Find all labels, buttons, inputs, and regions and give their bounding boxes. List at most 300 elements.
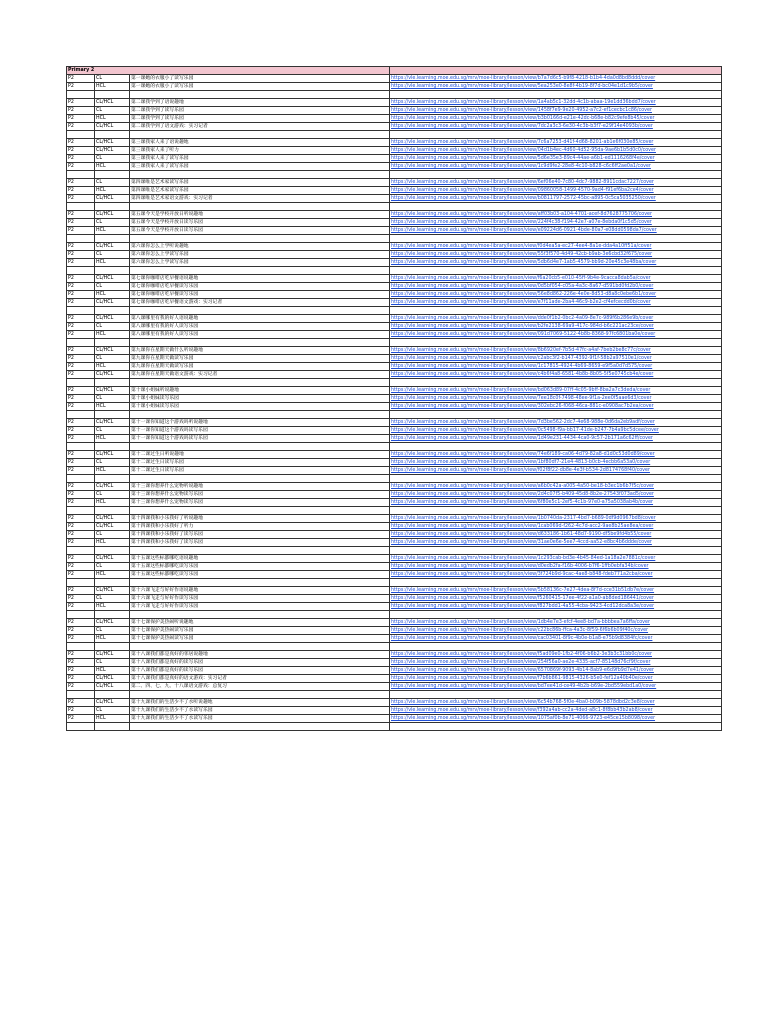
empty-cell [67, 723, 95, 731]
url-link[interactable]: https://vle.learning.moe.edu.sg/mrv/moe-library/lesson/view/f5260415-17ee-4f22-a1a0-ab8ded186441/cover [390, 595, 722, 603]
type-cell: HCL [95, 635, 130, 643]
title-cell: 第七课你咖啡店吃早餐读写乐园 [130, 283, 390, 291]
url-link[interactable]: https://vle.learning.moe.edu.sg/mrv/moe-library/lesson/view/f5ad09e0-1fb2-4f06-b6b2-3e3b3c31bb0c/cover [390, 651, 722, 659]
title-cell: 第二课我学到了读写乐园 [130, 107, 390, 115]
type-cell: CL [95, 563, 130, 571]
url-link[interactable]: https://vle.learning.moe.edu.sg/mrv/moe-library/lesson/view/5db6d4e7-1ab5-4579-bb9d-20e45c3e48ba/cover [390, 259, 722, 267]
url-link[interactable]: https://vle.learning.moe.edu.sg/mrv/moe-library/lesson/view/0d5bf054-c05a-4a3c-8a67-d591bd0fd2b0/cover [390, 283, 722, 291]
table-row [67, 243, 722, 251]
table-row [67, 163, 722, 171]
empty-cell [95, 171, 130, 179]
url-link[interactable]: https://vle.learning.moe.edu.sg/mrv/moe-library/lesson/view/e09224d6-0921-4bde-80a7-e08dd0598da7/cover [390, 227, 722, 235]
table-row [67, 659, 722, 667]
empty-cell [130, 307, 390, 315]
title-cell: 第二、四、七、九、十八课语文游戏：总复习 [130, 683, 390, 691]
level-cell: P2 [67, 523, 95, 531]
title-cell: 第十八课我们都是真好的邻居说趣地 [130, 651, 390, 659]
url-link[interactable]: https://vle.learning.moe.edu.sg/mrv/moe-library/lesson/view/6f80e5c1-2ef5-4c1b-97e0-a75a5038ab4b/cover [390, 499, 722, 507]
url-link[interactable]: https://vle.learning.moe.edu.sg/mrv/moe-library/lesson/view/1bf80df7-21e4-4813-b0cb-4ecbb6a53a0/cover [390, 459, 722, 467]
level-cell: P2 [67, 275, 95, 283]
table-row [67, 563, 722, 571]
empty-cell [130, 91, 390, 99]
title-cell: 第十八课我们都是真好的读写乐园 [130, 659, 390, 667]
level-cell: P2 [67, 331, 95, 339]
empty-cell [390, 443, 722, 451]
table-row [67, 451, 722, 459]
empty-cell [95, 203, 130, 211]
empty-cell [390, 547, 722, 555]
table-row [67, 147, 722, 155]
url-link[interactable]: https://vle.learning.moe.edu.sg/mrv/moe-library/lesson/view/8b6920ef-7b5d-47fc-a4af-7beb2be8c77c/cover [390, 347, 722, 355]
title-cell: 第十九课我们的生活少不了水读写乐园 [130, 707, 390, 715]
type-cell: CL/HCL [95, 315, 130, 323]
title-cell: 第十四课我和小乐我好了读写乐园 [130, 531, 390, 539]
url-link[interactable]: https://vle.learning.moe.edu.sg/mrv/moe-library/lesson/view/f392a4ab-cc2a-4ded-a8c1-8f8bb43b2ab8/cover [390, 707, 722, 715]
type-cell: CL/HCL [95, 123, 130, 131]
table-row [67, 499, 722, 507]
url-link[interactable]: https://vle.learning.moe.edu.sg/mrv/moe-library/lesson/view/d0edb2fa-f16b-4006-b7f6-1ffb0ebfa34b/cover [390, 563, 722, 571]
url-link[interactable]: https://vle.learning.moe.edu.sg/mrv/moe-library/lesson/view/7ee18c0f-7498-48ee-9f1a-2ee0f5aae6d3/cover [390, 395, 722, 403]
url-link[interactable]: https://vle.learning.moe.edu.sg/mrv/moe-library/lesson/view/dde0f1b2-0bc2-4a09-8e7c-989f6b286e9b/cover [390, 315, 722, 323]
title-cell: 第十九课我们的生活少不了水听说趣地 [130, 699, 390, 707]
table-row [67, 219, 722, 227]
type-cell: CL/HCL [95, 99, 130, 107]
table-row [67, 715, 722, 723]
empty-cell [95, 507, 130, 515]
url-link[interactable]: https://vle.learning.moe.edu.sg/mrv/moe-library/lesson/view/c22bc86b-ffca-4a3c-8f59-6f6b6b09f40c/cover [390, 627, 722, 635]
title-cell: 第十八课我们都是真好的语文游戏：实习记者 [130, 675, 390, 683]
url-link[interactable]: https://vle.learning.moe.edu.sg/mrv/moe-library/lesson/view/55f3f570-4d49-42cb-b9ab-3e6cbd32f675/cover [390, 251, 722, 259]
type-cell: CL/HCL [95, 147, 130, 155]
url-link[interactable]: https://vle.learning.moe.edu.sg/mrv/moe-library/lesson/view/1c17815-4924-4b69-8659-e9f5a0d7d575/cover [390, 363, 722, 371]
empty-cell [67, 547, 95, 555]
empty-cell [95, 235, 130, 243]
title-cell: 第八课哪里有我的好人读写乐园 [130, 331, 390, 339]
table-row [67, 531, 722, 539]
level-cell: P2 [67, 123, 95, 131]
url-link[interactable]: https://vle.learning.moe.edu.sg/mrv/moe-library/lesson/view/3f724b9d-9cac-4ae8-b848-fdeb771a2cba/cover [390, 571, 722, 579]
type-cell: HCL [95, 571, 130, 579]
level-cell: P2 [67, 659, 95, 667]
url-link[interactable]: https://vle.learning.moe.edu.sg/mrv/moe-library/lesson/view/b7a7d6c5-b9f8-4218-b1b4-4da0d8bd8ddd/cover [390, 75, 722, 83]
title-cell: 第二课我学到了读写乐园 [130, 115, 390, 123]
empty-cell [95, 443, 130, 451]
type-cell: HCL [95, 331, 130, 339]
level-cell: P2 [67, 419, 95, 427]
table-row [67, 179, 722, 187]
type-cell: CL [95, 251, 130, 259]
empty-cell [67, 307, 95, 315]
title-cell: 第九课你在星期天做语文游戏：实习记者 [130, 371, 390, 379]
level-cell: P2 [67, 539, 95, 547]
type-cell: CL [95, 75, 130, 83]
table-row [67, 99, 722, 107]
url-link[interactable]: https://vle.learning.moe.edu.sg/mrv/moe-library/lesson/view/1a4ab5c1-32dd-4c1b-abaa-19e1dd36bdd7/cover [390, 99, 722, 107]
type-cell: CL/HCL [95, 387, 130, 395]
url-link[interactable]: https://vle.learning.moe.edu.sg/mrv/moe-library/lesson/view/b2fe2138-69a9-417c-984d-b6c221ac23ce/cover [390, 323, 722, 331]
table-row [67, 107, 722, 115]
table-row [67, 627, 722, 635]
empty-cell [390, 235, 722, 243]
level-cell: P2 [67, 651, 95, 659]
url-link[interactable]: https://vle.learning.moe.edu.sg/mrv/moe-library/lesson/view/1d49e231-4434-4ca0-9c57-2b171a6c62ff/cover [390, 435, 722, 443]
url-link[interactable]: https://vle.learning.moe.edu.sg/mrv/moe-library/lesson/view/04d1b4ec-4d60-4d52-95da-9ae6b1b5d0c0/cover [390, 147, 722, 155]
table-row [67, 83, 722, 91]
level-cell: P2 [67, 219, 95, 227]
table-row [67, 75, 722, 83]
empty-cell [130, 411, 390, 419]
empty-cell [67, 235, 95, 243]
type-cell: CL/HCL [95, 275, 130, 283]
level-cell: P2 [67, 571, 95, 579]
type-cell: CL/HCL [95, 587, 130, 595]
empty-cell [95, 411, 130, 419]
level-cell: P2 [67, 323, 95, 331]
title-cell: 第八课哪里有我的好人语说趣地 [130, 315, 390, 323]
url-link[interactable]: https://vle.learning.moe.edu.sg/mrv/moe-library/lesson/view/31ae0e6e-5ee7-4ccd-aa52-e8bc4b6ddde/cover [390, 539, 722, 547]
url-link[interactable]: https://vle.learning.moe.edu.sg/mrv/moe-library/lesson/view/5b58136c-7e27-4dea-8f7d-cce31b51db7e/cover [390, 587, 722, 595]
title-cell: 第一课她的衣服小了读写乐园 [130, 75, 390, 83]
level-cell: P2 [67, 619, 95, 627]
title-cell: 第五课今天是学校开放日听说趣地 [130, 211, 390, 219]
title-cell: 第十七课保护美热闹读写乐园 [130, 627, 390, 635]
table-row [67, 667, 722, 675]
empty-cell [95, 643, 130, 651]
empty-cell [390, 411, 722, 419]
table-row [67, 395, 722, 403]
url-link[interactable]: https://vle.learning.moe.edu.sg/mrv/moe-library/lesson/view/c2abc3f2-b147-4392-9f1f-58b2a97510e1/cover [390, 355, 722, 363]
level-cell: P2 [67, 459, 95, 467]
url-link[interactable]: https://vle.learning.moe.edu.sg/mrv/moe-library/lesson/view/f02f8f22-db8e-4e3f-b534-2d8174768f40/cover [390, 467, 722, 475]
level-cell: P2 [67, 603, 95, 611]
type-cell: HCL [95, 115, 130, 123]
url-link[interactable]: https://vle.learning.moe.edu.sg/mrv/moe-library/lesson/view/302ebc26-f068-46ca-881c-e0908ac7b2ea/cover [390, 403, 722, 411]
type-cell: CL [95, 179, 130, 187]
empty-cell [67, 379, 95, 387]
type-cell: CL/HCL [95, 451, 130, 459]
empty-cell [95, 547, 130, 555]
level-cell: P2 [67, 99, 95, 107]
url-link[interactable]: https://vle.learning.moe.edu.sg/mrv/moe-library/lesson/view/f7b6b861-9815-4326-b5e0-fef12a40b40e/cover [390, 675, 722, 683]
level-cell: P2 [67, 427, 95, 435]
spacer-row [67, 443, 722, 451]
empty-cell [95, 691, 130, 699]
empty-cell [390, 267, 722, 275]
title-cell: 第十八课我们都是真好的读写乐园 [130, 667, 390, 675]
spacer-row [67, 611, 722, 619]
type-cell: HCL [95, 363, 130, 371]
type-cell: HCL [95, 539, 130, 547]
title-cell: 第十一课你知道这个游戏吗听说趣地 [130, 419, 390, 427]
spacer-row [67, 235, 722, 243]
type-cell: HCL [95, 227, 130, 235]
empty-cell [390, 131, 722, 139]
title-cell: 第十一课你知道这个游戏吗读写乐园 [130, 427, 390, 435]
table-row [67, 363, 722, 371]
spacer-row [67, 507, 722, 515]
type-cell: CL/HCL [95, 419, 130, 427]
empty-cell [95, 307, 130, 315]
url-link[interactable]: https://vle.learning.moe.edu.sg/mrv/moe-library/lesson/view/1c293cab-bd3e-4b45-84ed-1a18a2e7881c/cover [390, 555, 722, 563]
spacer-row [67, 131, 722, 139]
table-row [67, 571, 722, 579]
empty-cell [67, 411, 95, 419]
type-cell: CL/HCL [95, 651, 130, 659]
level-cell: P2 [67, 403, 95, 411]
table-row [67, 403, 722, 411]
empty-cell [130, 267, 390, 275]
empty-cell [67, 339, 95, 347]
url-link[interactable]: https://vle.learning.moe.edu.sg/mrv/moe-library/lesson/view/09860058-1499-4570-9ad4-f91ef6ba2ce4/cover [390, 187, 722, 195]
empty-cell [130, 339, 390, 347]
url-link[interactable]: https://vle.learning.moe.edu.sg/mrv/moe-library/lesson/view/254f56a0-ae2e-4335-acf7-85148d76cf9f/cover [390, 659, 722, 667]
empty-cell [95, 91, 130, 99]
url-link[interactable]: https://vle.learning.moe.edu.sg/mrv/moe-library/lesson/view/bd7ee41d-ce49-4b2b-b69e-2bd559ebd1a0/cover [390, 683, 722, 691]
title-cell: 第九课你在星期天做读写乐园 [130, 355, 390, 363]
table-row [67, 331, 722, 339]
level-cell: P2 [67, 499, 95, 507]
table-row [67, 115, 722, 123]
title-cell: 第二课我学到了语说趣地 [130, 99, 390, 107]
type-cell: CL/HCL [95, 515, 130, 523]
table-row [67, 123, 722, 131]
url-link[interactable]: https://vle.learning.moe.edu.sg/mrv/moe-library/lesson/view/f827bdd1-4a55-4cba-9423-4cd12dca8a3e/cover [390, 603, 722, 611]
table-row [67, 539, 722, 547]
level-cell: P2 [67, 115, 95, 123]
url-link[interactable]: https://vle.learning.moe.edu.sg/mrv/moe-library/lesson/view/5d6e35e3-89c4-44ae-a6b1-ed1116268f4e/cover [390, 155, 722, 163]
table-row [67, 683, 722, 691]
url-link[interactable]: https://vle.learning.moe.edu.sg/mrv/moe-library/lesson/view/7d3be562-2dc7-4e68-988e-0d6da2eb9adf/cover [390, 419, 722, 427]
url-link[interactable]: https://vle.learning.moe.edu.sg/mrv/moe-library/lesson/view/f0d4ea5a-ec27-4ee4-8a1e-dda4a10ff51a/cover [390, 243, 722, 251]
empty-cell [390, 579, 722, 587]
title-cell: 第十四课我和小乐我好了听力 [130, 523, 390, 531]
url-link[interactable]: https://vle.learning.moe.edu.sg/mrv/moe-library/lesson/view/0c5498-f9a-bb17-41de-b247-7b4a9bc5dcee/cover [390, 427, 722, 435]
title-cell: 第四课唯是艺术家语文游戏：实习记者 [130, 195, 390, 203]
type-cell: CL [95, 659, 130, 667]
table-row [67, 491, 722, 499]
table-row [67, 419, 722, 427]
url-link[interactable]: https://vle.learning.moe.edu.sg/mrv/moe-library/lesson/view/c4b6f4a8-6581-4b8b-8b05-5f5e0745cb4e/cover [390, 371, 722, 379]
empty-cell [390, 307, 722, 315]
type-cell: CL [95, 283, 130, 291]
table-row [67, 275, 722, 283]
title-cell: 第三课我家人来了读写乐园 [130, 163, 390, 171]
title-cell: 第七课你咖啡店吃早餐语说趣地 [130, 275, 390, 283]
title-cell: 第三课我家人来了读写乐园 [130, 155, 390, 163]
url-link[interactable]: https://vle.learning.moe.edu.sg/mrv/moe-library/lesson/view/1b0740da-2317-4bd7-b689-0df9d0967bd8/cover [390, 515, 722, 523]
empty-cell [130, 171, 390, 179]
level-cell: P2 [67, 563, 95, 571]
table-row [67, 227, 722, 235]
type-cell: CL [95, 395, 130, 403]
table-row [67, 299, 722, 307]
type-cell: CL/HCL [95, 139, 130, 147]
table-row [67, 515, 722, 523]
url-link[interactable]: https://vle.learning.moe.edu.sg/mrv/moe-library/lesson/view/091d7069-5122-4b8b-8368-97fc6801ba0e/cover [390, 331, 722, 339]
type-cell: CL/HCL [95, 523, 130, 531]
table-row [67, 467, 722, 475]
empty-cell [95, 579, 130, 587]
level-cell: P2 [67, 515, 95, 523]
table-row [67, 371, 722, 379]
level-cell: P2 [67, 707, 95, 715]
url-link[interactable]: https://vle.learning.moe.edu.sg/mrv/moe-library/lesson/view/1c9d9fe2-28e8-4c10-b828-c6c6ff2ae0a1/cover [390, 163, 722, 171]
url-link[interactable]: https://vle.learning.moe.edu.sg/mrv/moe-library/lesson/view/6ef06e40-7c80-4dc7-9882-8911cdac7227/cover [390, 179, 722, 187]
level-cell: P2 [67, 531, 95, 539]
url-link[interactable]: https://vle.learning.moe.edu.sg/mrv/moe-library/lesson/view/1458f7e9-9e20-4952-a7c2-ef1cecbc1c86/cover [390, 107, 722, 115]
url-link[interactable]: https://vle.learning.moe.edu.sg/mrv/moe-library/lesson/view/d633186-1b61-48d7-9190-df5be9fd4b55/cover [390, 531, 722, 539]
table-row [67, 619, 722, 627]
url-link[interactable]: https://vle.learning.moe.edu.sg/mrv/moe-library/lesson/view/aff03b03-a104-4701-acef-8d7628775706/cover [390, 211, 722, 219]
empty-cell [130, 379, 390, 387]
url-link[interactable]: https://vle.learning.moe.edu.sg/mrv/moe-library/lesson/view/2d4c07f5-b409-45d8-8b2e-27543f073ad5/cover [390, 491, 722, 499]
type-cell: HCL [95, 291, 130, 299]
type-cell: HCL [95, 499, 130, 507]
level-cell: P2 [67, 347, 95, 355]
title-cell: 第十六课飞走与好好作语说趣地 [130, 587, 390, 595]
empty-cell [95, 267, 130, 275]
level-cell: P2 [67, 387, 95, 395]
level-cell: P2 [67, 675, 95, 683]
url-link[interactable]: https://vle.learning.moe.edu.sg/mrv/moe-library/lesson/view/6c54b768-5f0e-4ba0-b09b-5878dbd2c3e8/cover [390, 699, 722, 707]
empty-cell [390, 203, 722, 211]
title-cell: 第十六课飞走与好好作读写乐园 [130, 595, 390, 603]
level-cell: P2 [67, 147, 95, 155]
type-cell: CL [95, 491, 130, 499]
spacer-row [67, 547, 722, 555]
level-cell: P2 [67, 155, 95, 163]
type-cell: CL [95, 707, 130, 715]
level-cell: P2 [67, 163, 95, 171]
type-cell: CL [95, 155, 130, 163]
title-cell: 第十一课你知道这个游戏吗读写乐园 [130, 435, 390, 443]
empty-cell [130, 611, 390, 619]
spacer-row [67, 91, 722, 99]
table-row [67, 211, 722, 219]
empty-cell [390, 723, 722, 731]
empty-cell [390, 339, 722, 347]
type-cell: HCL [95, 83, 130, 91]
level-cell: P2 [67, 75, 95, 83]
url-link[interactable]: https://vle.learning.moe.edu.sg/mrv/moe-library/lesson/view/f6a20cb5-e010-45ff-9b4e-9cacca8dab5a/cover [390, 275, 722, 283]
level-cell: P2 [67, 139, 95, 147]
table-row [67, 323, 722, 331]
title-cell: 第七课你咖啡店吃早餐语文游戏：实习记者 [130, 299, 390, 307]
level-cell: P2 [67, 283, 95, 291]
empty-cell [67, 91, 95, 99]
empty-cell [130, 547, 390, 555]
url-link[interactable]: https://vle.learning.moe.edu.sg/mrv/moe-library/lesson/view/5ea253e0-8e8f-4b19-8f7d-bc04e1d1c9b5/cover [390, 83, 722, 91]
empty-cell [67, 643, 95, 651]
table-row [67, 555, 722, 563]
table-row [67, 427, 722, 435]
empty-cell [95, 339, 130, 347]
empty-cell [130, 475, 390, 483]
title-cell: 第十九课我们的生活少不了水读写乐园 [130, 715, 390, 723]
type-cell: CL/HCL [95, 347, 130, 355]
spacer-row [67, 579, 722, 587]
table-row [67, 139, 722, 147]
url-link[interactable]: https://vle.learning.moe.edu.sg/mrv/moe-library/lesson/view/b0811797-2572-45bc-a895-0c5ca5035250/cover [390, 195, 722, 203]
level-cell: P2 [67, 179, 95, 187]
type-cell: CL [95, 459, 130, 467]
title-cell: 第七课你咖啡店吃早餐读写乐园 [130, 291, 390, 299]
type-cell: CL [95, 427, 130, 435]
url-link[interactable]: https://vle.learning.moe.edu.sg/mrv/moe-library/lesson/view/6570869f-9093-4b14-8ab9-e6d9fb9d7e41/cover [390, 667, 722, 675]
table-row [67, 707, 722, 715]
title-cell: 第六课你怎么上学听说趣地 [130, 243, 390, 251]
spacer-row [67, 723, 722, 731]
title-cell: 第十四课我和小乐我好了读写乐园 [130, 539, 390, 547]
table-row [67, 459, 722, 467]
url-link[interactable]: https://vle.learning.moe.edu.sg/mrv/moe-library/lesson/view/74e6f189-ca06-4d79-82a8-d1d0c53d0d89/cover [390, 451, 722, 459]
spacer-row [67, 203, 722, 211]
empty-cell [390, 691, 722, 699]
level-cell: P2 [67, 451, 95, 459]
url-link[interactable]: https://vle.learning.moe.edu.sg/mrv/moe-library/lesson/view/7dc2a3c3-6e30-4c3b-b3f7-e29f14e4093b/cover [390, 123, 722, 131]
level-cell: P2 [67, 291, 95, 299]
spacer-row [67, 411, 722, 419]
title-cell: 第三课我家人来了语说趣地 [130, 139, 390, 147]
table-row [67, 651, 722, 659]
url-link[interactable]: https://vle.learning.moe.edu.sg/mrv/moe-library/lesson/view/7c6a7253-d41f-4d68-8201-ab1e6f030e85/cover [390, 139, 722, 147]
type-cell: CL/HCL [95, 675, 130, 683]
header-row [67, 67, 722, 75]
title-cell: 第十三课你想养什么宠物读写乐园 [130, 499, 390, 507]
empty-cell [390, 171, 722, 179]
table-row [67, 699, 722, 707]
title-cell: 第十五课这些标都哪吃语说趣地 [130, 555, 390, 563]
table-row [67, 355, 722, 363]
type-cell: HCL [95, 603, 130, 611]
empty-cell [130, 507, 390, 515]
url-link[interactable]: https://vle.learning.moe.edu.sg/mrv/moe-library/lesson/view/1db4e7e3-efcf-4ee8-bd7a-bbbbea7a6ffa/cover [390, 619, 722, 627]
table-row [67, 675, 722, 683]
table-row [67, 483, 722, 491]
type-cell: HCL [95, 667, 130, 675]
title-cell: 第十五课这些标都哪吃读写乐园 [130, 571, 390, 579]
type-cell: CL [95, 323, 130, 331]
level-cell: P2 [67, 187, 95, 195]
url-link[interactable]: https://vle.learning.moe.edu.sg/mrv/moe-library/lesson/view/bd063d89-07ff-4c05-9bff-8ba2a7c3deda/cover [390, 387, 722, 395]
table-row [67, 435, 722, 443]
url-link[interactable]: https://vle.learning.moe.edu.sg/mrv/moe-library/lesson/view/b3b0166d-e21e-42dc-b68e-b82c9efe8b45/cover [390, 115, 722, 123]
level-cell: P2 [67, 555, 95, 563]
level-cell: P2 [67, 243, 95, 251]
spacer-row [67, 339, 722, 347]
url-link[interactable]: https://vle.learning.moe.edu.sg/mrv/moe-library/lesson/view/1cab069d-f262-4c7d-acc2-9ae8b25ae8ea/cover [390, 523, 722, 531]
type-cell: CL/HCL [95, 619, 130, 627]
title-cell: 第十课小姐妹读写乐园 [130, 395, 390, 403]
level-cell: P2 [67, 211, 95, 219]
type-cell: HCL [95, 187, 130, 195]
empty-cell [95, 475, 130, 483]
title-cell: 第十四课我和小乐我好了听说趣地 [130, 515, 390, 523]
url-link[interactable]: https://vle.learning.moe.edu.sg/mrv/moe-library/lesson/view/1075af0b-8e71-4066-9723-e45ce15b8098/cover [390, 715, 722, 723]
url-link[interactable]: https://vle.learning.moe.edu.sg/mrv/moe-library/lesson/view/56e8d862-226e-4e0e-8d53-d8a8c0ebe6b1/cover [390, 291, 722, 299]
table-row [67, 587, 722, 595]
url-link[interactable]: https://vle.learning.moe.edu.sg/mrv/moe-library/lesson/view/cac03401-8f9c-4b0e-b1a8-e75b9d8384fc/cover [390, 635, 722, 643]
spacer-row [67, 171, 722, 179]
title-cell: 第十课小姐妹读写乐园 [130, 403, 390, 411]
url-link[interactable]: https://vle.learning.moe.edu.sg/mrv/moe-library/lesson/view/e7f11ade-2ba4-46c9-b2e2-cf4efcecdd0b/cover [390, 299, 722, 307]
type-cell: CL/HCL [95, 683, 130, 691]
empty-cell [130, 443, 390, 451]
url-link[interactable]: https://vle.learning.moe.edu.sg/mrv/moe-library/lesson/view/224f4c38-f194-42e7-a07e-8ebda0f1c5d5/cover [390, 219, 722, 227]
url-link[interactable]: https://vle.learning.moe.edu.sg/mrv/moe-library/lesson/view/a6b0c42a-a005-4a50-be18-b3ec1b6b7f5c/cover [390, 483, 722, 491]
type-cell: CL/HCL [95, 699, 130, 707]
title-cell: 第十七课保护美热闹读写乐园 [130, 635, 390, 643]
